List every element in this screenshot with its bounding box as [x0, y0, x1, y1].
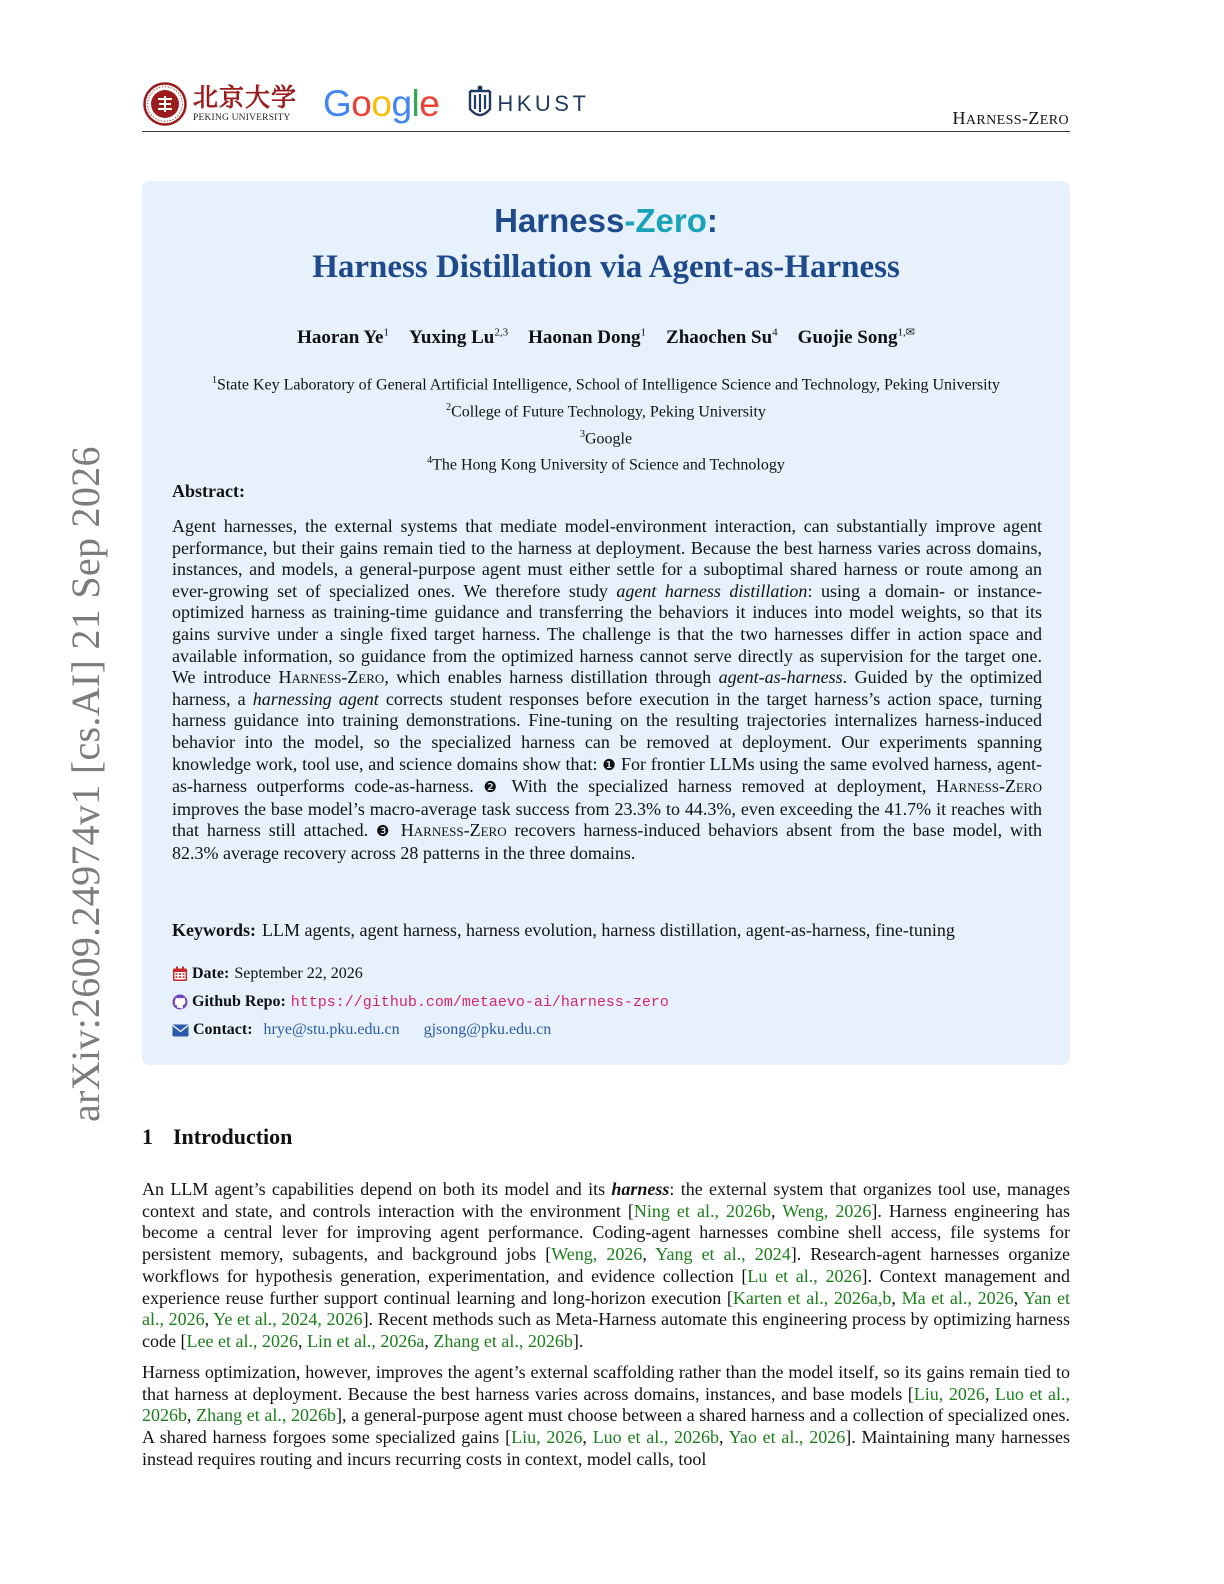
keywords-label: Keywords: — [172, 920, 256, 940]
header-logos — [143, 80, 589, 128]
google-letter: o — [351, 82, 372, 124]
citation[interactable]: Luo et al., 2026b — [142, 1383, 1071, 1426]
abstract-box — [142, 181, 1070, 1065]
keywords-text: LLM agents, agent harness, harness evolution, harness distillation, agent-as-harness, fine-tuning — [262, 920, 955, 940]
citation[interactable]: Yang et al., 2024 — [655, 1244, 791, 1265]
pku-chinese-name: 北京大学 — [193, 82, 298, 112]
citation[interactable]: Liu, 2026 — [913, 1383, 985, 1404]
citation[interactable]: Zhang et al., 2026b — [433, 1330, 573, 1351]
citation[interactable]: Zhang et al., 2026b — [196, 1405, 336, 1426]
citation[interactable]: Luo et al., 2026b — [592, 1427, 720, 1448]
section-title: Introduction — [173, 1124, 293, 1149]
running-head: HARNESS-ZERO — [952, 108, 1069, 128]
abstract-body: Agent harnesses, the external systems that mediate model-environment interaction, can substantially improve agent performance, but their gains remain tied to the harness at deployment. Because the best harness varies across domains, instances, and models, a general-purpose agent must either settle for a suboptimal shared harness or route among an ever-growing set of specialized ones. We therefore study agent harness distillation: using a domain- or instance-optimized harness as training-time guidance and transferring the behaviors it induces into model weights, so that its gains survive under a single fixed target harness. The challenge is that the two harnesses differ in action space and available information, so guidance from the optimized harness cannot serve directly as supervision for the target one. We introduce Harness-Zero, which enables harness distillation through agent-as-harness. Guided by the optimized harness, a harnessing agent corrects student responses before execution in the target harness’s action space, turning harness guidance into training demonstrations. Fine-tuning on the resulting trajectories internalizes harness-induced behavior into the model, so the specialized harness can be removed at deployment. Our experiments spanning knowledge work, tool use, and science domains show that: ❶ For frontier LLMs using the same evolved harness, agent-as-harness outperforms code-as-harness. ❷ With the specialized harness removed at deployment, Harness-Zero improves the base model’s macro-average task success from 23.3% to 44.3%, even exceeding the 41.7% it reaches with that harness still attached. ❸ Harness-Zero recovers harness-induced behaviors absent from the base model, with 82.3% average recovery across 28 patterns in the three domains. — [172, 516, 1043, 863]
google-letter: G — [323, 82, 352, 124]
date-row — [172, 965, 363, 983]
citation[interactable]: Ning et al., 2026b — [633, 1200, 772, 1221]
google-letter: g — [391, 82, 412, 124]
abstract-heading: Abstract: — [172, 481, 245, 501]
date-value: September 22, 2026 — [234, 965, 363, 982]
citation[interactable]: Karten et al., 2026a,b — [732, 1287, 892, 1308]
citation[interactable]: Weng, 2026 — [551, 1244, 643, 1265]
peking-university-logo — [143, 82, 297, 126]
google-logo — [323, 82, 440, 124]
citation[interactable]: Ye et al., 2024, 2026 — [213, 1309, 363, 1330]
envelope-icon — [172, 1024, 189, 1037]
github-icon — [172, 994, 188, 1010]
google-letter: e — [419, 82, 440, 124]
affiliation-list — [142, 370, 1070, 477]
header-rule — [142, 131, 1070, 132]
hkust-logo — [467, 85, 589, 123]
citation[interactable]: Lin et al., 2026a — [306, 1330, 425, 1351]
contact-label: Contact: — [193, 1021, 253, 1038]
citation[interactable]: Lu et al., 2026 — [747, 1265, 862, 1286]
calendar-icon — [172, 966, 188, 982]
intro-paragraph-1: An LLM agent’s capabilities depend on both its model and its harness: the external system that organizes tool use, manages context and state, and controls interaction with the environment [Ning et al., 2026b, Weng, 2026]. Harness engineering has become a central lever for improving agent performance. Coding-agent harnesses combine shell access, file systems for persistent memory, subagents, and background jobs [Weng, 2026, Yang et al., 2024]. Research-agent harnesses organize workflows for hypothesis generation, experimentation, and evidence collection [Lu et al., 2026]. Context management and experience reuse further support continual learning and long-horizon execution [Karten et al., 2026a,b, Ma et al., 2026, Yan et al., 2026, Ye et al., 2024, 2026]. Recent methods such as Meta-Harness automate this engineering process by optimizing harness code [Lee et al., 2026, Lin et al., 2026a, Zhang et al., 2026b]. — [142, 1179, 1071, 1351]
author-list — [142, 326, 1070, 349]
hkust-name: HKUST — [497, 91, 590, 116]
paper-title-line1: Harness-Zero: — [494, 202, 718, 239]
pku-seal-icon — [143, 82, 187, 126]
affiliation: $^1$State Key Laboratory of General Artificial Intelligence, School of Intelligence Science and Technology, Peking University — [211, 375, 1001, 394]
author: Yuxing Lu$^{2,3}$ — [408, 327, 509, 349]
author: Zhaochen Su$^4$ — [666, 327, 778, 349]
intro-paragraph-2: Harness optimization, however, improves the agent’s external scaffolding rather than the model itself, so its gains remain tied to that harness at deployment. Because the best harness varies across domains, instances, and base models [Liu, 2026, Luo et al., 2026b, Zhang et al., 2026b], a general-purpose agent must choose between a shared harness and a collection of specialized ones. A shared harness forgoes some specialized gains [Liu, 2026, Luo et al., 2026b, Yao et al., 2026]. Maintaining many harnesses instead requires routing and incurs recurring costs in context, model calls, tool — [142, 1362, 1071, 1469]
author: Haoran Ye$^1$ — [297, 327, 389, 349]
paper-title-line2: Harness Distillation via Agent-as-Harness — [312, 249, 900, 285]
citation[interactable]: Ma et al., 2026 — [901, 1287, 1014, 1308]
google-letter: o — [371, 82, 392, 124]
author: Guojie Song$^{1,✉}$ — [797, 327, 915, 349]
pku-english-name: PEKING UNIVERSITY — [193, 112, 291, 123]
affiliation: $^3$Google — [579, 428, 633, 447]
citation[interactable]: Yan et al., 2026 — [142, 1287, 1070, 1330]
github-label: Github Repo: — [192, 993, 286, 1010]
author: Haonan Dong$^1$ — [528, 327, 647, 349]
contact-row — [172, 1021, 551, 1039]
email-link-2[interactable]: gjsong@pku.edu.cn — [423, 1021, 552, 1038]
citation[interactable]: Yao et al., 2026 — [728, 1427, 846, 1448]
citation[interactable]: Weng, 2026 — [782, 1200, 872, 1221]
affiliation: $^2$College of Future Technology, Peking University — [446, 401, 766, 421]
github-repo-link[interactable]: https://github.com/metaevo-ai/harness-zero — [290, 993, 669, 1011]
hkust-emblem-icon — [467, 85, 493, 123]
citation[interactable]: Liu, 2026 — [511, 1427, 583, 1448]
github-row — [172, 993, 669, 1011]
email-link-1[interactable]: hrye@stu.pku.edu.cn — [263, 1021, 400, 1038]
section-heading — [142, 1124, 292, 1150]
google-letter: l — [411, 82, 420, 124]
affiliation: $^4$The Hong Kong University of Science and Technology — [427, 455, 785, 474]
section-number: 1 — [142, 1124, 153, 1149]
citation[interactable]: Lee et al., 2026 — [186, 1330, 298, 1351]
date-label: Date: — [192, 965, 230, 982]
keywords — [172, 920, 955, 941]
arxiv-stamp: arXiv:2609.24974v1 [cs.AI] 21 Sep 2026 — [63, 446, 108, 1122]
